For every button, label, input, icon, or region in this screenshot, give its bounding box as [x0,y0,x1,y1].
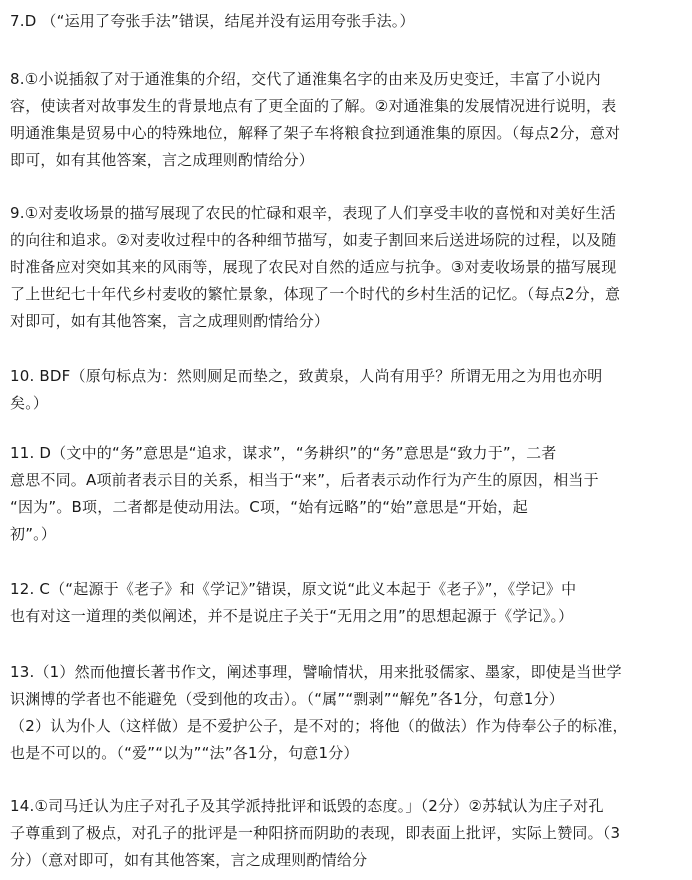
answer-9-line-1: 9.①对麦收场景的描写展现了农民的忙碌和艰辛，表现了人们享受丰收的喜悦和对美好生活 [10,204,616,222]
answer-13-line-4: 也是不可以的。（“爱”“以为”“法”各1分，句意1分） [10,744,359,762]
answer-14-line-3: 分）（意对即可，如有其他答案，言之成理则酌情给分 [10,851,368,869]
answer-10-line-1: 10. BDF（原句标点为：然则厕足而垫之，致黄泉，人尚有用乎？所谓无用之为用也亦明 [10,367,603,385]
answer-8-line-2: 容，使读者对故事发生的背景地点有了更全面的了解。②对通淮集的发展情况进行说明，表 [10,97,617,115]
answer-9-line-5: 对即可，如有其他答案，言之成理则酌情给分） [10,312,330,330]
answer-9-line-2: 的向往和追求。②对麦收过程中的各种细节描写，如麦子割回来后送进场院的过程，以及随 [10,231,617,249]
answer-8-line-3: 明通淮集是贸易中心的特殊地位，解释了架子车将粮食拉到通淮集的原因。（每点2分，意对 [10,124,621,142]
answer-11-line-2: 意思不同。A项前者表示目的关系，相当于“来”，后者表示动作行为产生的原因，相当于 [10,471,599,489]
answer-9-line-4: 了上世纪七十年代乡村麦收的繁忙景象，体现了一个时代的乡村生活的记忆。（每点2分，意 [10,285,621,303]
answer-8-line-1: 8.①小说插叙了对于通淮集的介绍，交代了通淮集名字的由来及历史变迁，丰富了小说内 [10,70,601,88]
answer-13-line-3: （2）认为仆人（这样做）是不爱护公子，是不对的；将他（的做法）作为侍奉公子的标准， [10,717,628,735]
answer-13 [10,659,686,767]
answer-11 [10,440,686,548]
answer-14-line-1: 14.①司马迁认为庄子对孔子及其学派持批评和诋毁的态度。」（2分）②苏轼认为庄子对孔 [10,797,604,815]
answer-11-line-3: “因为”。B项，二者都是使动用法。C项，“始有远略”的“始”意思是“开始，起 [10,498,528,516]
answer-7 [10,8,686,35]
answer-14-line-2: 子尊重到了极点，对孔子的批评是一种阳挤而阴助的表现，即表面上批评，实际上赞同。（3 [10,824,621,842]
answer-7-line-1: 7.D （“运用了夸张手法”错误，结尾并没有运用夸张手法。） [10,12,415,30]
answer-12 [10,576,686,630]
answer-13-line-1: 13.（1）然而他擅长著书作文，阐述事理，譬喻情状，用来批驳儒家、墨家，即使是当世学 [10,663,622,681]
answer-9 [10,200,686,335]
answer-13-line-2: 识渊博的学者也不能避免（受到他的攻击）。（“属”“剽剥”“解免”各1分，句意1分） [10,690,564,708]
answer-10 [10,363,686,417]
answer-11-line-4: 初”。） [10,525,57,543]
answer-8-line-4: 即可，如有其他答案，言之成理则酌情给分） [10,151,315,169]
answer-8 [10,66,686,174]
answer-12-line-1: 12. C（“起源于《老子》和《学记》”错误，原文说“此义本起于《老子》”，《学记》中 [10,580,577,598]
answer-12-line-2: 也有对这一道理的类似阐述，并不是说庄子关于“无用之用”的思想起源于《学记》。） [10,607,574,625]
answer-9-line-3: 时准备应对突如其来的风雨等，展现了农民对自然的适应与抗争。③对麦收场景的描写展现 [10,258,617,276]
answer-14 [10,793,686,874]
answer-11-line-1: 11. D（文中的“务”意思是“追求，谋求”，“务耕织”的“务”意思是“致力于”，二者 [10,444,557,462]
answer-10-line-2: 矣。） [10,394,49,412]
